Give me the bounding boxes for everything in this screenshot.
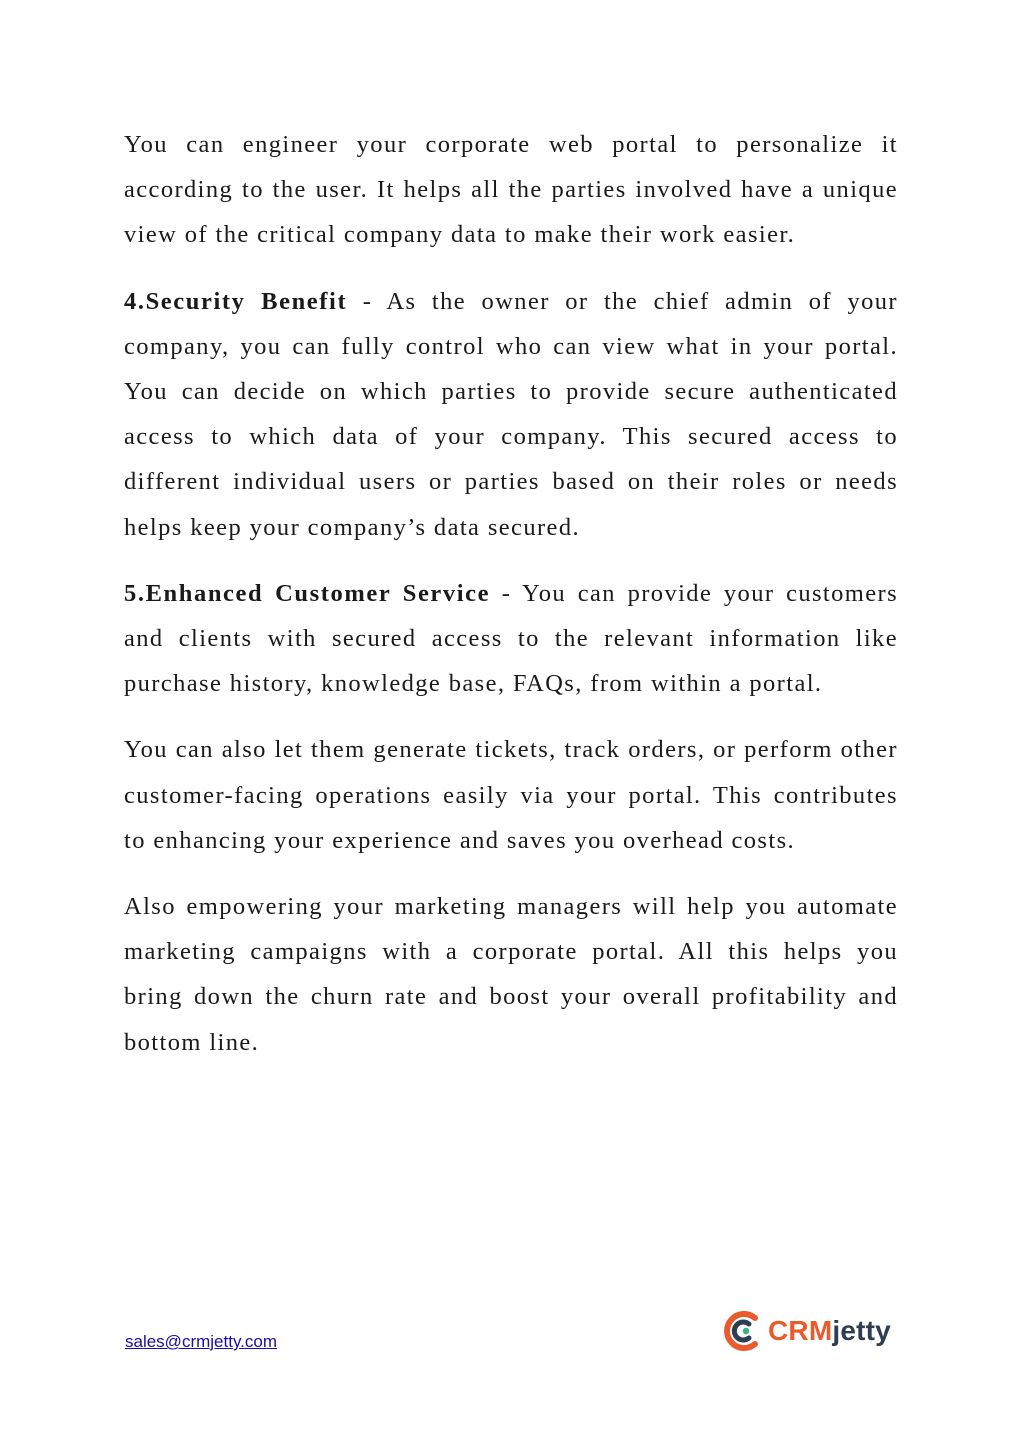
paragraph-text: You can provide your customers and clients with secured access to the relevant information like purchase history, knowledge base, FAQs, from within a portal. bbox=[124, 579, 899, 698]
document-body bbox=[124, 122, 898, 1065]
paragraph-text: Also empowering your marketing managers will help you automate marketing campaigns with a corporate portal. All this helps you bring down the churn rate and boost your overall profitability and bottom line. bbox=[124, 893, 898, 1056]
logo-wordmark bbox=[768, 1317, 891, 1345]
crmjetty-c-logo-icon bbox=[722, 1309, 762, 1353]
paragraph-tickets bbox=[124, 727, 898, 863]
paragraph-marketing bbox=[124, 884, 898, 1065]
logo-text-jetty: jetty bbox=[832, 1315, 891, 1346]
paragraph-text: You can also let them generate tickets, track orders, or perform other customer-facing operations easily via your portal. This contributes to enhancing your experience and saves you overhead costs. bbox=[124, 736, 898, 854]
paragraph-text: As the owner or the chief admin of your company, you can fully control who can view what in your portal. You can decide on which parties to provide secure authenticated access to which data of your company. This secured access to different individual users or parties based on their roles or needs helps keep your company’s data secured. bbox=[124, 287, 898, 541]
paragraph-personalization bbox=[124, 122, 898, 258]
logo-text-crm: CRM bbox=[768, 1315, 833, 1346]
section-heading-customer-service: 5.Enhanced Customer Service bbox=[124, 579, 491, 607]
paragraph-text: You can engineer your corporate web portal to personalize it according to the user. It helps all the parties involved have a unique view of the critical company data to make their work easier. bbox=[124, 131, 898, 249]
paragraph-customer-service bbox=[124, 571, 898, 707]
heading-separator: - bbox=[490, 579, 523, 607]
heading-separator: - bbox=[347, 287, 387, 315]
footer-email-link[interactable]: sales@crmjetty.com bbox=[125, 1332, 278, 1351]
crmjetty-logo bbox=[722, 1306, 902, 1356]
section-heading-security: 4.Security Benefit bbox=[124, 287, 348, 315]
paragraph-security-benefit bbox=[124, 279, 898, 550]
